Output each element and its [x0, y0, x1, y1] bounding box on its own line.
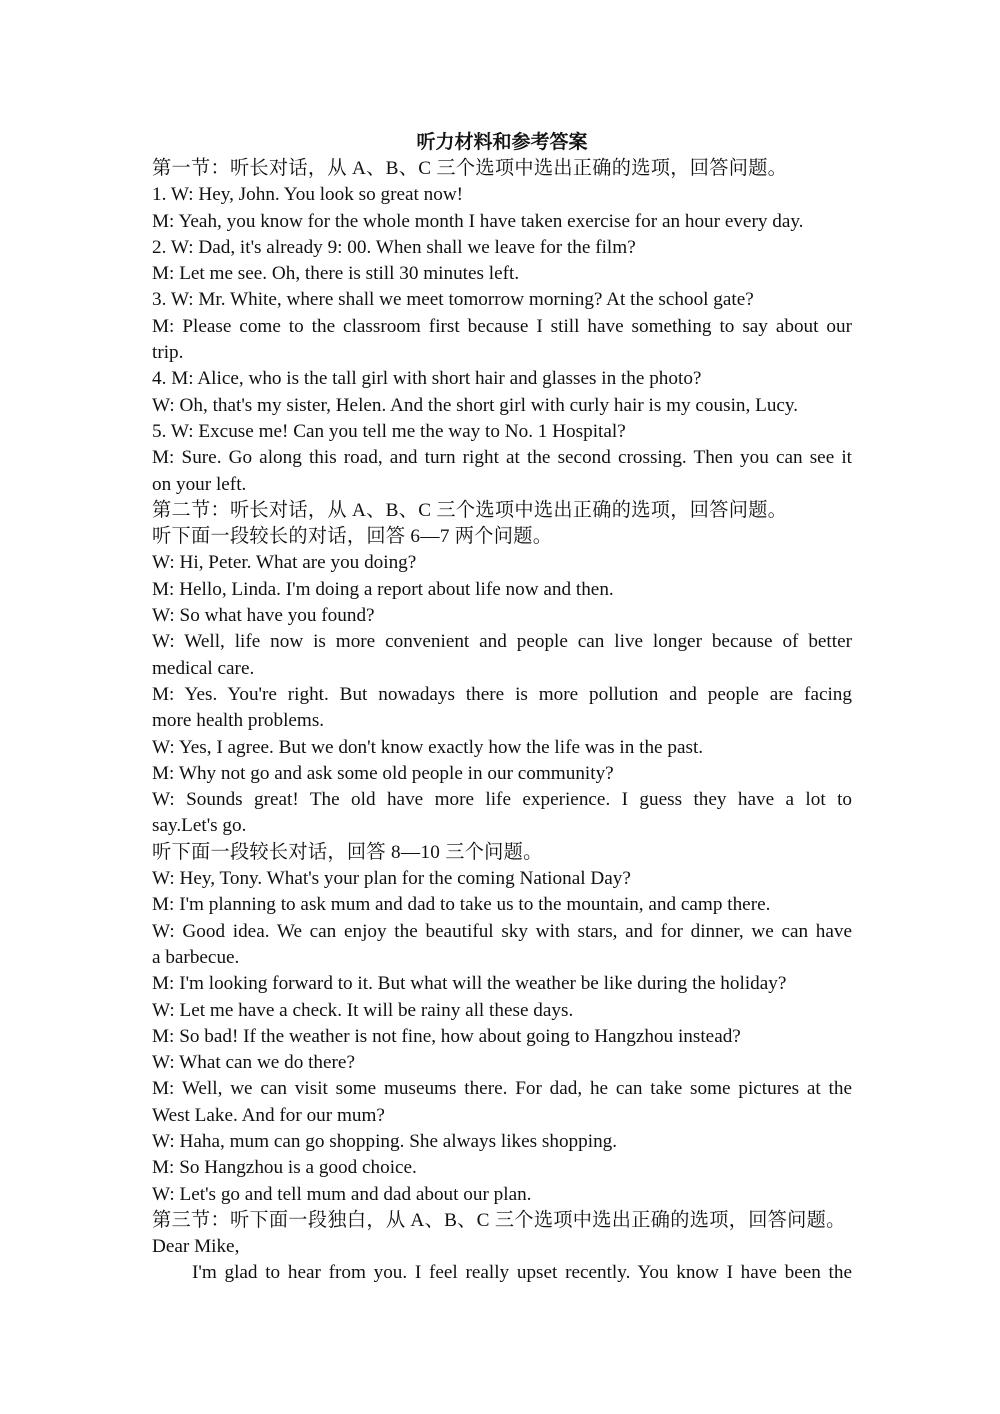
text-line: W: So what have you found?	[152, 605, 375, 627]
text-line: say.Let's go.	[152, 815, 247, 837]
text-line: Dear Mike,	[152, 1236, 240, 1258]
text-line: W: Yes, I agree. But we don't know exactly how the life was in the past.	[152, 736, 704, 758]
text-line: M: So Hangzhou is a good choice.	[152, 1157, 417, 1179]
text-line: trip.	[152, 342, 184, 364]
section-heading: 第二节：听长对话，从 A、B、C 三个选项中选出正确的选项，回答问题。	[152, 499, 788, 521]
text-line: W: What can we do there?	[152, 1052, 355, 1074]
text-line: 3. W: Mr. White, where shall we meet tomorrow morning? At the school gate?	[152, 289, 754, 311]
text-line: I'm glad to hear from you. I feel really upset recently. You know I have been the	[192, 1262, 852, 1284]
text-line: W: Let's go and tell mum and dad about our plan.	[152, 1183, 532, 1205]
text-line: W: Hey, Tony. What's your plan for the coming National Day?	[152, 868, 631, 890]
text-line: W: Haha, mum can go shopping. She always likes shopping.	[152, 1130, 618, 1152]
section-heading: 听下面一段较长的对话，回答 6—7 两个问题。	[152, 526, 553, 548]
text-line: M: Please come to the classroom first because I still have something to say about our	[152, 315, 852, 337]
text-line: M: I'm looking forward to it. But what will the weather be like during the holiday?	[152, 973, 787, 995]
text-line: 1. W: Hey, John. You look so great now!	[152, 184, 464, 206]
text-line: W: Let me have a check. It will be rainy all these days.	[152, 999, 574, 1021]
text-line: M: Sure. Go along this road, and turn right at the second crossing. Then you can see it	[152, 447, 852, 469]
text-line: W: Good idea. We can enjoy the beautiful sky with stars, and for dinner, we can have	[152, 920, 852, 942]
text-line: M: Yes. You're right. But nowadays there is more pollution and people are facing	[152, 683, 852, 705]
text-line: 5. W: Excuse me! Can you tell me the way to No. 1 Hospital?	[152, 420, 626, 442]
text-line: W: Well, life now is more convenient and people can live longer because of better	[152, 631, 852, 653]
text-line: medical care.	[152, 657, 255, 679]
text-line: more health problems.	[152, 710, 325, 732]
text-line: on your left.	[152, 473, 247, 495]
text-line: M: Well, we can visit some museums there. For dad, he can take some pictures at the	[152, 1078, 852, 1100]
text-line: West Lake. And for our mum?	[152, 1104, 385, 1126]
section-heading: 第三节：听下面一段独白，从 A、B、C 三个选项中选出正确的选项，回答问题。	[152, 1209, 846, 1231]
text-line: M: Let me see. Oh, there is still 30 minutes left.	[152, 263, 520, 285]
text-line: M: Why not go and ask some old people in our community?	[152, 762, 614, 784]
text-line: M: So bad! If the weather is not fine, how about going to Hangzhou instead?	[152, 1025, 741, 1047]
text-line: W: Oh, that's my sister, Helen. And the short girl with curly hair is my cousin, Lucy.	[152, 394, 799, 416]
text-line: W: Sounds great! The old have more life experience. I guess they have a lot to	[152, 789, 852, 811]
section-heading: 第一节：听长对话，从 A、B、C 三个选项中选出正确的选项，回答问题。	[152, 158, 788, 179]
text-line: M: Hello, Linda. I'm doing a report about life now and then.	[152, 578, 614, 600]
document-body	[152, 156, 852, 1287]
section-heading: 听下面一段较长对话，回答 8—10 三个问题。	[152, 841, 543, 863]
document-page	[152, 130, 852, 1287]
text-line: M: Yeah, you know for the whole month I have taken exercise for an hour every day.	[152, 210, 804, 232]
text-line: W: Hi, Peter. What are you doing?	[152, 552, 417, 574]
text-line: a barbecue.	[152, 946, 240, 968]
text-line: 4. M: Alice, who is the tall girl with short hair and glasses in the photo?	[152, 368, 702, 390]
text-line: 2. W: Dad, it's already 9: 00. When shall we leave for the film?	[152, 236, 636, 258]
text-line: M: I'm planning to ask mum and dad to take us to the mountain, and camp there.	[152, 894, 771, 916]
document-title: 听力材料和参考答案	[416, 132, 588, 153]
